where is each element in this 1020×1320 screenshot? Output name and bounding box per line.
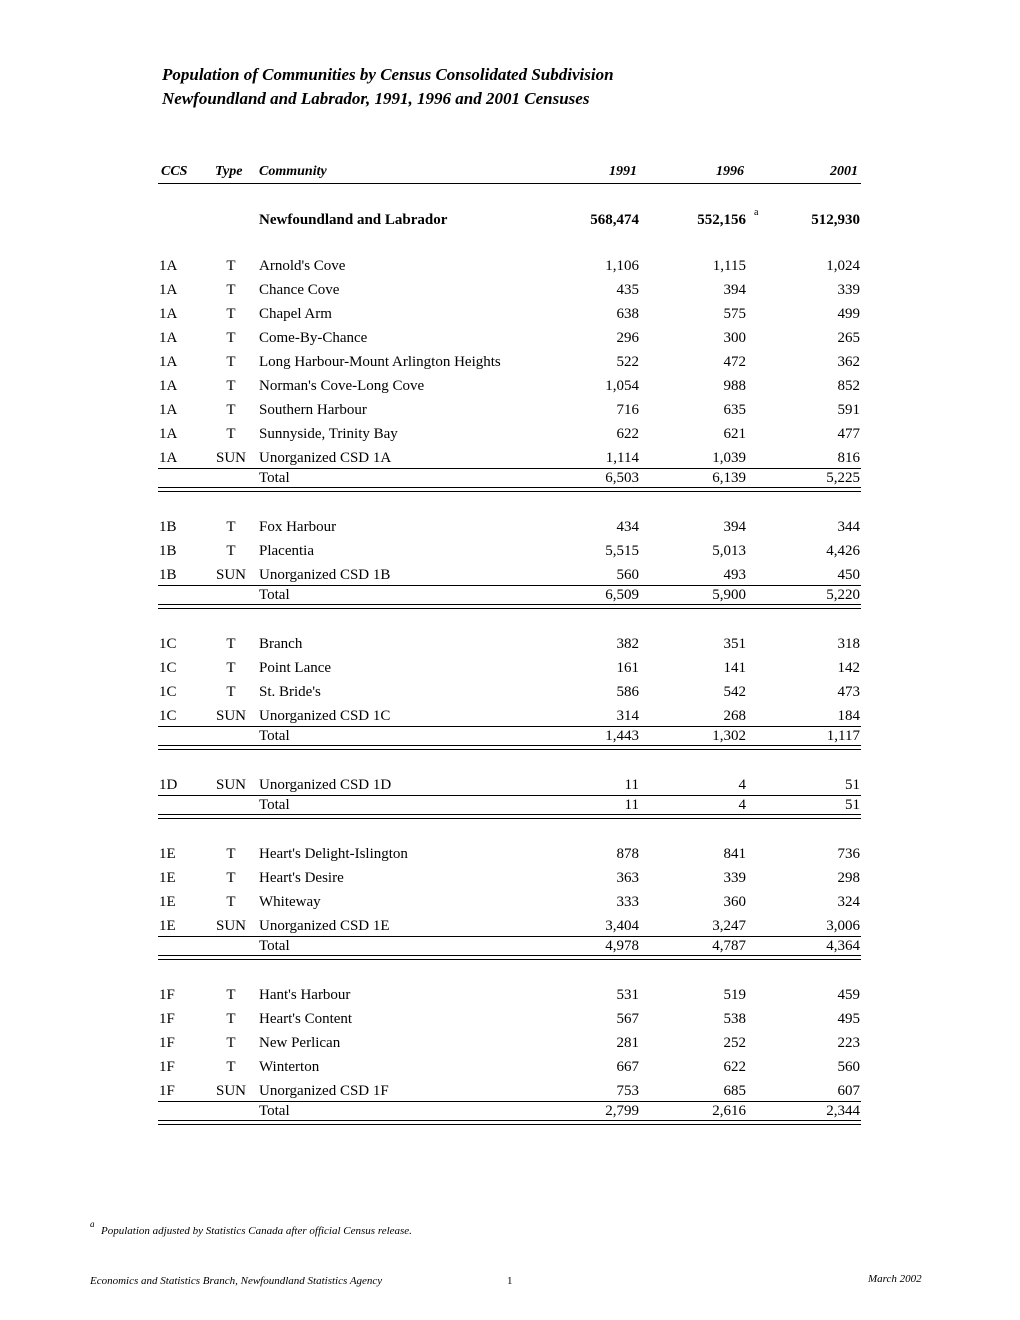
- province-1991: 568,474: [590, 212, 639, 228]
- table-cell-y1996: 988: [723, 378, 746, 394]
- table-cell-community: Come-By-Chance: [259, 330, 368, 346]
- table-cell-type: SUN: [215, 450, 246, 466]
- footnote-marker: a: [90, 1219, 95, 1229]
- table-cell-y1996: 252: [723, 1035, 746, 1051]
- table-cell-y2001: 362: [837, 354, 860, 370]
- table-cell-y1996: 1,039: [712, 450, 746, 466]
- table-cell-y2001: 450: [837, 567, 860, 583]
- table-cell-y1996: 542: [723, 684, 746, 700]
- table-cell-ccs: 1A: [159, 282, 178, 298]
- table-cell-y1996: 360: [723, 894, 746, 910]
- table-cell-y1996: 268: [723, 708, 746, 724]
- table-cell-ccs: 1F: [159, 1059, 175, 1075]
- total-double-rule: [158, 487, 861, 492]
- header-type: Type: [215, 164, 243, 179]
- table-cell-type: T: [226, 426, 236, 442]
- title-line-1: Population of Communities by Census Consolidated Subdivision: [162, 65, 614, 84]
- table-cell-y1991: 434: [616, 519, 639, 535]
- total-cell-y2001: 4,364: [826, 938, 860, 954]
- header-1991: 1991: [609, 164, 637, 179]
- total-cell-y1996: 4: [738, 797, 746, 813]
- total-cell-label: Total: [259, 1103, 290, 1119]
- table-cell-y2001: 344: [837, 519, 860, 535]
- total-cell-label: Total: [259, 470, 290, 486]
- table-cell-y1996: 141: [723, 660, 746, 676]
- table-cell-y1996: 351: [723, 636, 746, 652]
- table-cell-community: Heart's Content: [259, 1011, 353, 1027]
- footer-agency: Economics and Statistics Branch, Newfoundland Statistics Agency: [90, 1275, 383, 1287]
- table-cell-y1991: 1,106: [605, 258, 639, 274]
- table-cell-community: Unorganized CSD 1E: [259, 918, 390, 934]
- province-name: Newfoundland and Labrador: [259, 212, 448, 228]
- table-cell-type: SUN: [215, 777, 246, 793]
- table-cell-y1991: 586: [616, 684, 639, 700]
- table-cell-y2001: 607: [837, 1083, 860, 1099]
- footer-date: March 2002: [868, 1273, 922, 1285]
- total-cell-label: Total: [259, 797, 290, 813]
- table-cell-y1996: 519: [723, 987, 746, 1003]
- total-cell-label: Total: [259, 938, 290, 954]
- table-cell-ccs: 1B: [159, 567, 177, 583]
- table-cell-y1991: 382: [616, 636, 639, 652]
- table-cell-y1991: 1,114: [605, 450, 639, 466]
- table-cell-y2001: 459: [837, 987, 860, 1003]
- table-cell-community: Unorganized CSD 1F: [259, 1083, 389, 1099]
- table-cell-community: Unorganized CSD 1A: [259, 450, 392, 466]
- table-cell-type: SUN: [215, 918, 246, 934]
- footnote-marker-a: a: [754, 207, 759, 218]
- total-cell-y2001: 5,225: [826, 470, 860, 486]
- table-cell-y1996: 635: [723, 402, 746, 418]
- province-1996-value: 552,156: [697, 212, 746, 228]
- table-cell-y1991: 622: [616, 426, 639, 442]
- table-cell-y2001: 495: [837, 1011, 860, 1027]
- header-2001: 2001: [830, 164, 858, 179]
- table-cell-ccs: 1B: [159, 519, 177, 535]
- table-cell-y2001: 324: [837, 894, 860, 910]
- table-cell-y1996: 538: [723, 1011, 746, 1027]
- table-cell-y1991: 3,404: [605, 918, 639, 934]
- table-cell-community: Norman's Cove-Long Cove: [259, 378, 425, 394]
- total-cell-y1996: 1,302: [712, 728, 746, 744]
- table-cell-y2001: 339: [837, 282, 860, 298]
- total-cell-y1996: 6,139: [712, 470, 746, 486]
- table-cell-type: T: [226, 258, 236, 274]
- table-cell-y1991: 314: [616, 708, 639, 724]
- table-cell-y2001: 499: [837, 306, 860, 322]
- table-cell-y1991: 281: [616, 1035, 639, 1051]
- table-cell-y1991: 333: [616, 894, 639, 910]
- table-cell-type: T: [226, 519, 236, 535]
- table-cell-community: Hant's Harbour: [259, 987, 351, 1003]
- table-cell-type: T: [226, 684, 236, 700]
- table-cell-ccs: 1A: [159, 378, 178, 394]
- table-cell-y1996: 841: [723, 846, 746, 862]
- table-cell-type: T: [226, 636, 236, 652]
- header-ccs: CCS: [161, 164, 188, 179]
- table-cell-community: Whiteway: [259, 894, 321, 910]
- table-cell-community: Heart's Desire: [259, 870, 344, 886]
- total-cell-y2001: 1,117: [826, 728, 860, 744]
- table-cell-ccs: 1E: [159, 870, 176, 886]
- table-cell-community: Branch: [259, 636, 303, 652]
- table-cell-ccs: 1D: [159, 777, 178, 793]
- table-cell-ccs: 1C: [159, 636, 177, 652]
- total-cell-label: Total: [259, 728, 290, 744]
- table-cell-ccs: 1A: [159, 402, 178, 418]
- table-cell-y1991: 567: [616, 1011, 639, 1027]
- table-cell-y2001: 51: [845, 777, 860, 793]
- table-cell-y1991: 522: [616, 354, 639, 370]
- table-cell-ccs: 1F: [159, 1011, 175, 1027]
- table-cell-ccs: 1A: [159, 450, 178, 466]
- table-cell-ccs: 1F: [159, 987, 175, 1003]
- table-cell-y1996: 472: [723, 354, 746, 370]
- table-cell-y1996: 622: [723, 1059, 746, 1075]
- table-cell-community: Chance Cove: [259, 282, 340, 298]
- table-cell-type: T: [226, 1035, 236, 1051]
- table-cell-community: New Perlican: [259, 1035, 341, 1051]
- table-cell-type: T: [226, 870, 236, 886]
- table-cell-y1991: 363: [616, 870, 639, 886]
- table-cell-y2001: 560: [837, 1059, 860, 1075]
- table-cell-y2001: 1,024: [826, 258, 860, 274]
- total-cell-y2001: 51: [845, 797, 860, 813]
- table-cell-type: T: [226, 894, 236, 910]
- total-cell-y2001: 2,344: [826, 1103, 860, 1119]
- table-cell-y2001: 816: [837, 450, 860, 466]
- table-cell-ccs: 1A: [159, 258, 178, 274]
- total-cell-y1991: 6,503: [605, 470, 639, 486]
- table-cell-y1996: 685: [723, 1083, 746, 1099]
- table-cell-y1991: 878: [616, 846, 639, 862]
- total-cell-y1996: 4,787: [712, 938, 746, 954]
- table-cell-y1996: 1,115: [712, 258, 746, 274]
- table-cell-y2001: 318: [837, 636, 860, 652]
- table-cell-y2001: 736: [837, 846, 860, 862]
- total-double-rule: [158, 814, 861, 819]
- table-cell-type: T: [226, 846, 236, 862]
- table-cell-y1991: 716: [616, 402, 639, 418]
- table-cell-y1996: 575: [723, 306, 746, 322]
- table-cell-y1991: 296: [616, 330, 639, 346]
- total-double-rule: [158, 1120, 861, 1125]
- table-cell-community: Placentia: [259, 543, 314, 559]
- table-cell-y1991: 11: [624, 777, 639, 793]
- table-cell-type: T: [226, 330, 236, 346]
- table-cell-community: Long Harbour-Mount Arlington Heights: [259, 354, 501, 370]
- table-cell-community: Unorganized CSD 1D: [259, 777, 392, 793]
- table-cell-type: T: [226, 1011, 236, 1027]
- table-cell-y2001: 852: [837, 378, 860, 394]
- table-cell-y2001: 265: [837, 330, 860, 346]
- table-cell-ccs: 1E: [159, 918, 176, 934]
- table-cell-y1996: 394: [723, 282, 746, 298]
- footer-page-number: 1: [507, 1275, 513, 1287]
- table-cell-y1996: 5,013: [712, 543, 746, 559]
- total-cell-label: Total: [259, 587, 290, 603]
- footnote-text: Population adjusted by Statistics Canada after official Census release.: [101, 1225, 412, 1237]
- table-cell-community: Sunnyside, Trinity Bay: [259, 426, 398, 442]
- table-cell-ccs: 1F: [159, 1083, 175, 1099]
- table-cell-type: SUN: [215, 1083, 246, 1099]
- table-cell-y2001: 473: [837, 684, 860, 700]
- table-cell-y1996: 3,247: [712, 918, 746, 934]
- table-cell-y1996: 339: [723, 870, 746, 886]
- total-cell-y1991: 6,509: [605, 587, 639, 603]
- table-cell-y1991: 435: [616, 282, 639, 298]
- total-cell-y1996: 5,900: [712, 587, 746, 603]
- table-cell-community: Heart's Delight-Islington: [259, 846, 408, 862]
- table-cell-y2001: 3,006: [826, 918, 860, 934]
- table-cell-type: T: [226, 378, 236, 394]
- total-double-rule: [158, 955, 861, 960]
- table-cell-y1991: 161: [616, 660, 639, 676]
- table-cell-y2001: 223: [837, 1035, 860, 1051]
- header-community: Community: [259, 164, 327, 179]
- total-cell-y2001: 5,220: [826, 587, 860, 603]
- table-cell-ccs: 1A: [159, 354, 178, 370]
- table-cell-y1996: 300: [723, 330, 746, 346]
- table-cell-y1991: 667: [616, 1059, 639, 1075]
- table-cell-ccs: 1A: [159, 426, 178, 442]
- table-cell-community: Chapel Arm: [259, 306, 332, 322]
- total-cell-y1991: 2,799: [605, 1103, 639, 1119]
- table-cell-type: T: [226, 402, 236, 418]
- title-line-2: Newfoundland and Labrador, 1991, 1996 and 2001 Censuses: [162, 89, 590, 108]
- table-cell-ccs: 1E: [159, 846, 176, 862]
- table-cell-community: St. Bride's: [259, 684, 321, 700]
- table-cell-type: T: [226, 306, 236, 322]
- total-cell-y1991: 4,978: [605, 938, 639, 954]
- table-cell-ccs: 1C: [159, 660, 177, 676]
- table-cell-type: T: [226, 1059, 236, 1075]
- province-2001: 512,930: [811, 212, 860, 228]
- table-cell-ccs: 1F: [159, 1035, 175, 1051]
- table-cell-community: Point Lance: [259, 660, 332, 676]
- header-1996: 1996: [716, 164, 744, 179]
- table-cell-y1991: 531: [616, 987, 639, 1003]
- total-double-rule: [158, 604, 861, 609]
- total-cell-y1991: 11: [624, 797, 639, 813]
- table-cell-type: T: [226, 282, 236, 298]
- table-cell-type: SUN: [215, 708, 246, 724]
- table-cell-community: Unorganized CSD 1B: [259, 567, 391, 583]
- table-cell-type: T: [226, 543, 236, 559]
- header-rule: [158, 183, 861, 184]
- table-cell-community: Arnold's Cove: [259, 258, 346, 274]
- table-cell-y1991: 638: [616, 306, 639, 322]
- table-cell-y2001: 184: [837, 708, 860, 724]
- table-cell-y2001: 142: [837, 660, 860, 676]
- table-cell-y2001: 477: [837, 426, 860, 442]
- total-cell-y1996: 2,616: [712, 1103, 746, 1119]
- table-cell-type: T: [226, 660, 236, 676]
- table-cell-y1996: 394: [723, 519, 746, 535]
- table-cell-community: Unorganized CSD 1C: [259, 708, 391, 724]
- table-cell-community: Fox Harbour: [259, 519, 337, 535]
- table-cell-type: T: [226, 354, 236, 370]
- table-cell-y1991: 1,054: [605, 378, 639, 394]
- table-cell-y2001: 591: [837, 402, 860, 418]
- table-cell-y1991: 753: [616, 1083, 639, 1099]
- table-cell-ccs: 1A: [159, 306, 178, 322]
- table-cell-y1996: 493: [723, 567, 746, 583]
- table-cell-type: SUN: [215, 567, 246, 583]
- total-cell-y1991: 1,443: [605, 728, 639, 744]
- province-1996: [650, 210, 746, 230]
- table-cell-y1996: 4: [738, 777, 746, 793]
- table-cell-y2001: 4,426: [826, 543, 860, 559]
- table-cell-ccs: 1E: [159, 894, 176, 910]
- table-cell-y1991: 5,515: [605, 543, 639, 559]
- table-cell-ccs: 1C: [159, 684, 177, 700]
- table-cell-ccs: 1C: [159, 708, 177, 724]
- table-cell-y1996: 621: [723, 426, 746, 442]
- table-cell-y1991: 560: [616, 567, 639, 583]
- total-double-rule: [158, 745, 861, 750]
- table-cell-community: Winterton: [259, 1059, 320, 1075]
- table-cell-ccs: 1A: [159, 330, 178, 346]
- table-cell-ccs: 1B: [159, 543, 177, 559]
- table-cell-community: Southern Harbour: [259, 402, 367, 418]
- table-cell-y2001: 298: [837, 870, 860, 886]
- table-cell-type: T: [226, 987, 236, 1003]
